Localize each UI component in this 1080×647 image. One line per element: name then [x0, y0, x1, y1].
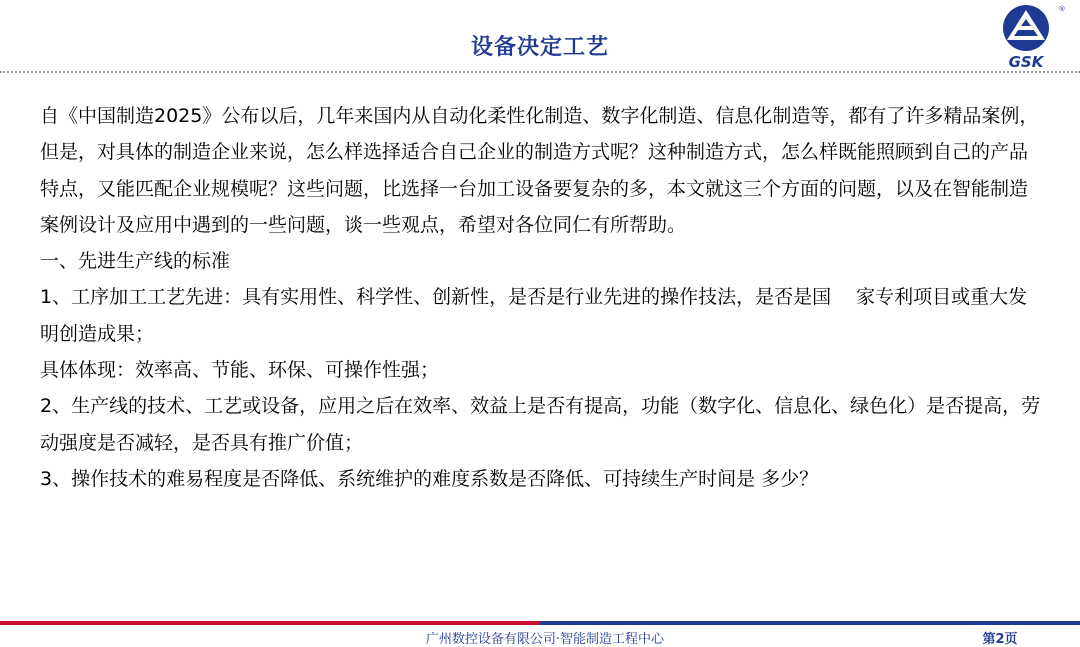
gsk-logo-icon — [986, 2, 1070, 70]
list-item-2: 2、生产线的技术、工艺或设备，应用之后在效率、效益上是否有提高，功能（数字化、信息化、绿色化）是否提高，劳动强度是否减轻，是否具有推广价值； — [40, 395, 1041, 454]
content-body — [40, 98, 1045, 497]
title-divider — [0, 71, 1080, 73]
slide-title: 设备决定工艺 — [470, 35, 609, 60]
page-number: 第2页 — [982, 632, 1018, 647]
footer-organization: 广州数控设备有限公司·智能制造工程中心 — [425, 632, 665, 647]
footer-bar-red — [0, 621, 540, 625]
footer-bar-blue — [540, 621, 1080, 625]
logo-text: GSK — [1008, 53, 1044, 70]
list-item-1-detail: 具体体现：效率高、节能、环保、可操作性强； — [40, 359, 440, 382]
section-heading: 一、先进生产线的标准 — [40, 250, 231, 273]
list-item-1: 1、工序加工工艺先进：具有实用性、科学性、创新性，是否是行业先进的操作技法，是否是国 家专利项目或重大发明创造成果； — [40, 286, 1028, 345]
intro-paragraph: 自《中国制造2025》公布以后，几年来国内从自动化柔性化制造、数字化制造、信息化制造等，都有了许多精品案例，但是，对具体的制造企业来说，怎么样选择适合自己企业的制造方式呢？这种制造方式，怎么样既能照顾到自己的产品特点，又能匹配企业规模呢？这些问题，比选择一台加工设备要复杂的多，本文就这三个方面的问题，以及在智能制造案例设计及应用中遇到的一些问题，谈一些观点，希望对各位同仁有所帮助。 — [40, 105, 1039, 236]
list-item-3: 3、操作技术的难易程度是否降低、系统维护的难度系数是否降低、可持续生产时间是 多少？ — [40, 467, 819, 490]
registered-mark: ® — [1058, 5, 1066, 13]
gsk-logo — [986, 2, 1070, 70]
